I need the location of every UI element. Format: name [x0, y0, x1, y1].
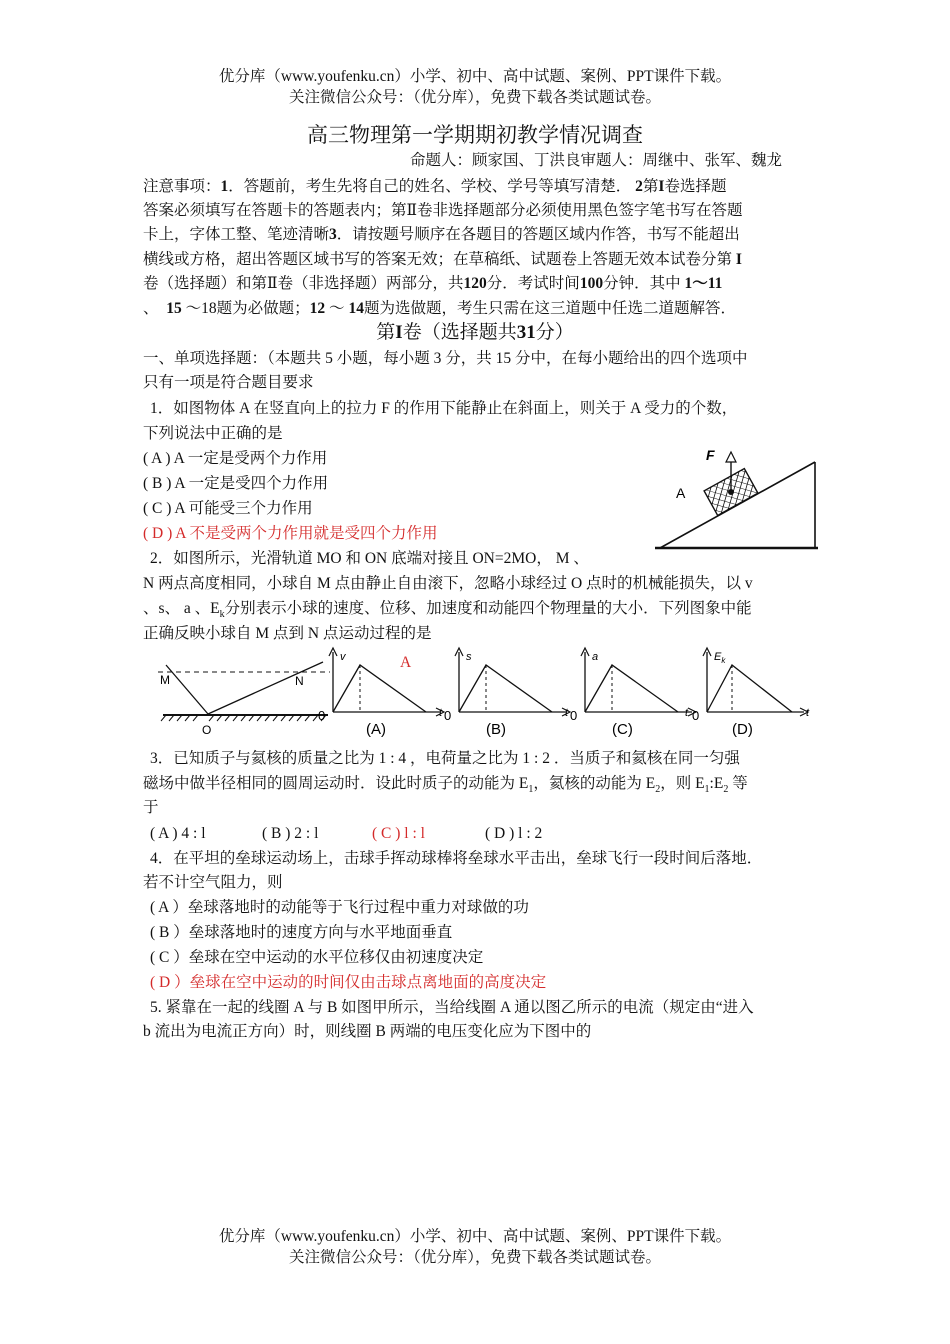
- q2-stem-4: 正确反映小球自 M 点到 N 点运动过程的是: [143, 625, 432, 642]
- graph-a-option: (A): [366, 721, 386, 738]
- part1-line-2: 只有一项是符合题目要求: [143, 374, 314, 391]
- graph-d-ylabel: $E_k$: [714, 651, 726, 665]
- label-a: A: [676, 485, 686, 501]
- label-n: N: [295, 674, 304, 688]
- q3-option-a: ( A ) 4 : l: [150, 825, 206, 842]
- incline-figure: [650, 440, 825, 555]
- authors-line: 命题人：顾家国、丁洪良审题人：周继中、张军、魏龙: [410, 152, 783, 169]
- header-line-1: 优分库（www.youfenku.cn）小学、初中、高中试题、案例、PPT课件下载。: [218, 68, 732, 85]
- notice-line-4: 横线或方格，超出答题区域书写的答案无效；在草稿纸、试题卷上答题无效本试卷分第 I: [143, 251, 742, 268]
- graph-c-curve: [585, 665, 678, 712]
- graph-c-origin: 0: [570, 708, 578, 723]
- q1-option-b: ( B ) A 一定是受四个力作用: [143, 475, 329, 492]
- label-o: O: [202, 723, 212, 737]
- notice-line-1: 注意事项：1．答题前，考生先将自己的姓名、学校、学号等填写清楚． 2第I卷选择题: [143, 178, 727, 195]
- graph-a-xlabel: t: [439, 707, 443, 719]
- q3-option-b: ( B ) 2 : l: [262, 825, 319, 842]
- q4-option-d: ( D ）垒球在空中运动的时间仅由击球点离地面的高度决定: [150, 974, 547, 991]
- q4-option-a: ( A ）垒球落地时的动能等于飞行过程中重力对球做的功: [150, 899, 529, 916]
- part1-line-1: 一、单项选择题：（本题共 5 小题，每小题 3 分，共 15 分中，在每小题给出的四个选项中: [143, 350, 748, 367]
- track-figure: [158, 652, 333, 740]
- section-heading: 第I卷（选择题共31分）: [376, 322, 574, 343]
- q4-stem-2: 若不计空气阻力，则: [143, 874, 283, 891]
- graph-a-origin: 0: [318, 708, 326, 723]
- q1-option-d: ( D ) A 不是受两个力作用就是受四个力作用: [143, 525, 438, 542]
- q5-stem-1: 5. 紧靠在一起的线圈 A 与 B 如图甲所示，当给线圈 A 通以图乙所示的电流（规定由“进入: [150, 999, 754, 1016]
- graph-b-origin: 0: [444, 708, 452, 723]
- notice-line-6: 、 15 ～18题为必做题；12 ～ 14题为选做题，考生只需在这三道题中任选二道题解答．: [143, 300, 736, 317]
- q3-stem-2: 磁场中做半径相同的圆周运动时．设此时质子的动能为 $E_1$，氦核的动能为 $E_2$，则 $E_1:E_2$ 等: [143, 775, 748, 796]
- graph-c: [570, 648, 710, 740]
- label-f: F: [706, 447, 715, 463]
- header-line-2: 关注微信公众号：（优分库），免费下载各类试题试卷。: [288, 89, 661, 106]
- q1-option-c: ( C ) A 可能受三个力作用: [143, 500, 313, 517]
- graph-c-option: (C): [612, 721, 633, 738]
- q1-option-a: ( A ) A 一定是受两个力作用: [143, 450, 328, 467]
- footer-line-1: 优分库（www.youfenku.cn）小学、初中、高中试题、案例、PPT课件下载。: [218, 1228, 732, 1245]
- q3-option-c: ( C ) l : l: [372, 825, 425, 842]
- graph-d-curve: [707, 665, 792, 712]
- page-title: 高三物理第一学期期初教学情况调查: [307, 123, 643, 147]
- graph-a-ylabel: v: [340, 651, 346, 663]
- label-m: M: [160, 673, 170, 687]
- notice-line-3: 卡上，字体工整、笔迹清晰3．请按题号顺序在各题目的答题区域内作答，书写不能超出: [143, 226, 740, 243]
- q1-stem-1: 1．如图物体 A 在竖直向上的拉力 F 的作用下能静止在斜面上，则关于 A 受力的个数，: [150, 400, 738, 417]
- q5-stem-2: b 流出为电流正方向）时，则线圈 B 两端的电压变化应为下图中的: [143, 1023, 592, 1040]
- graph-a: [318, 648, 458, 740]
- q2-stem-1: 2．如图所示，光滑轨道 MO 和 ON 底端对接且 ON=2MO， M 、: [150, 550, 589, 567]
- graph-b-xlabel: t: [565, 707, 569, 719]
- track-on: [208, 662, 323, 714]
- graph-b: [444, 648, 584, 740]
- graph-c-xlabel: t: [685, 707, 689, 719]
- graph-d-option: (D): [732, 721, 753, 738]
- q3-option-d: ( D ) l : 2: [485, 825, 543, 842]
- q2-stem-3: 、s、 a 、$E_k$分别表示小球的速度、位移、加速度和动能四个物理量的大小．下列图象中能: [143, 600, 752, 621]
- notice-line-2: 答案必须填写在答题卡的答题表内；第Ⅱ卷非选择题部分必须使用黑色签字笔书写在答题: [143, 202, 743, 219]
- graph-d-origin: 0: [692, 708, 700, 723]
- q2-answer-mark: A: [400, 654, 412, 671]
- graph-c-ylabel: a: [592, 651, 599, 663]
- graph-a-curve: [333, 665, 426, 712]
- graph-b-option: (B): [486, 721, 506, 738]
- q4-stem-1: 4．在平坦的垒球运动场上，击球手挥动球棒将垒球水平击出，垒球飞行一段时间后落地．: [150, 850, 763, 867]
- force-f-arrowhead: [726, 452, 736, 462]
- q3-stem-3: 于: [143, 799, 159, 816]
- graph-d: [692, 648, 822, 740]
- q1-stem-2: 下列说法中正确的是: [143, 425, 283, 442]
- graph-d-xlabel: t: [806, 707, 810, 719]
- q4-option-b: ( B ）垒球落地时的速度方向与水平地面垂直: [150, 924, 453, 941]
- graph-b-curve: [459, 665, 552, 712]
- q3-stem-1: 3．已知质子与氦核的质量之比为 1 : 4 ，电荷量之比为 1 : 2 ．当质子和氦核在同一匀强: [150, 750, 740, 767]
- footer-line-2: 关注微信公众号：（优分库），免费下载各类试题试卷。: [288, 1249, 661, 1266]
- q2-stem-2: N 两点高度相同，小球自 M 点由静止自由滚下，忽略小球经过 O 点时的机械能损失，以 v: [143, 575, 753, 592]
- graph-b-ylabel: s: [466, 651, 472, 663]
- notice-line-5: 卷（选择题）和第Ⅱ卷（非选择题）两部分，共120分．考试时间100分钟．其中 1～11: [143, 275, 723, 292]
- q4-option-c: ( C ）垒球在空中运动的水平位移仅由初速度决定: [150, 949, 484, 966]
